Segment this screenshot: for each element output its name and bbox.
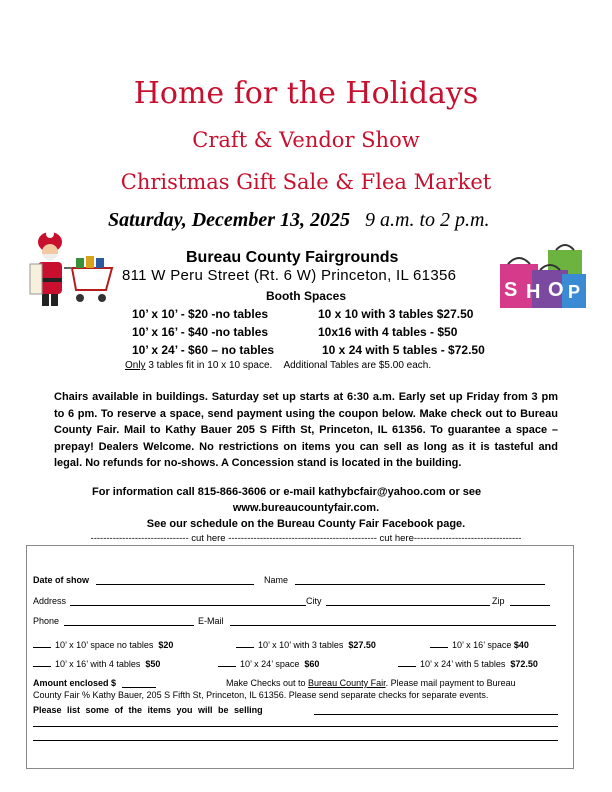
option-label: 10’ x 24’ with 5 tables: [420, 659, 506, 669]
option-label: 10’ x 16’ space: [452, 640, 512, 650]
tables-note: [125, 360, 431, 371]
note-rest: 3 tables fit in 10 x 10 space.: [145, 360, 273, 371]
option-price: $27.50: [348, 640, 376, 650]
zip-field[interactable]: [510, 596, 550, 606]
option-price: $72.50: [510, 659, 538, 669]
email-field[interactable]: [230, 616, 556, 626]
city-label: City: [306, 596, 322, 606]
address-label: Address: [33, 596, 67, 606]
address-field[interactable]: [70, 596, 306, 606]
option-blank[interactable]: [33, 639, 51, 648]
option-blank[interactable]: [33, 658, 51, 667]
option-blank[interactable]: [398, 658, 416, 667]
option-10x16-space[interactable]: [430, 639, 529, 650]
option-price: $50: [145, 659, 161, 669]
option-10x24-space[interactable]: [218, 658, 319, 669]
svg-text:S: S: [504, 279, 518, 301]
checks-post: . Please mail payment to Bureau: [385, 678, 516, 688]
email-label: E-Mail: [198, 616, 224, 626]
items-field-3[interactable]: [33, 740, 558, 741]
svg-text:P: P: [568, 282, 581, 302]
checks-payee: Bureau County Fair: [308, 678, 386, 688]
facebook-line: See our schedule on the Bureau County Fair Facebook page.: [146, 518, 466, 530]
items-field-2[interactable]: [33, 726, 558, 727]
option-price: $20: [158, 640, 174, 650]
note-only: Only: [125, 360, 146, 371]
subtitle-2: Christmas Gift Sale & Flea Market: [120, 170, 492, 194]
date-of-show-label: Date of show: [33, 575, 90, 585]
option-blank[interactable]: [218, 658, 236, 667]
phone-field[interactable]: [64, 616, 194, 626]
note-tables: Additional Tables are $5.00 each.: [283, 360, 432, 371]
mail-instructions: County Fair % Kathy Bauer, 205 S Fifth St, Princeton, IL 61356. Please send separate checks for separate events.: [33, 690, 489, 700]
booth-right-2: 10x16 with 4 tables - $50: [318, 325, 458, 339]
amount-enclosed-label: Amount enclosed $: [33, 678, 117, 688]
checks-pre: Make Checks out to: [226, 678, 309, 688]
contact-line: [92, 486, 481, 498]
booth-left-1: 10’ x 10’ - $20 -no tables: [132, 307, 269, 321]
venue-name: Bureau County Fairgrounds: [186, 249, 399, 266]
option-10x16-4-tables[interactable]: [33, 658, 160, 669]
option-label: 10’ x 10’ space no tables: [55, 640, 154, 650]
name-label: Name: [264, 575, 289, 585]
paragraph-text: Chairs available in buildings. Saturday set up starts at 6:30 a.m. Early set up Friday from 3 pm to 6 pm. To reserve a space, send payment using the coupon below. Make check out to Bureau County Fair. Mail to Kathy Bauer 205 S Fifth St, Princeton, IL 61356. To guarantee a space – prepay! Dealers Welcome. No restrictions on items you can sell as long as it is tasteful and legal.: [54, 391, 558, 470]
option-blank[interactable]: [430, 639, 448, 648]
info-pre: For information: [92, 486, 177, 498]
checks-instructions: [226, 678, 516, 688]
items-label: Please list some of the items you will be selling: [33, 705, 263, 715]
cut-line: ------------------------------- cut here ----------------------------------------------- cut here----------------------------------: [90, 533, 522, 544]
option-label: 10’ x 24’ space: [240, 659, 300, 669]
zip-label: Zip: [492, 596, 505, 606]
booth-left-3: 10’ x 24’ - $60 – no tables: [132, 343, 275, 357]
venue-address: 811 W Peru Street (Rt. 6 W) Princeton, IL 61356: [122, 267, 457, 284]
event-time: 9 a.m. to 2 p.m.: [365, 209, 490, 231]
booth-left-2: 10’ x 16’ - $40 -no tables: [132, 325, 269, 339]
option-10x10-no-tables[interactable]: [33, 639, 173, 650]
option-label: 10’ x 10’ with 3 tables: [258, 640, 344, 650]
info-paragraph: [54, 389, 558, 472]
event-date-line: [108, 209, 489, 232]
website-link[interactable]: www.bureaucountyfair.com.: [232, 502, 380, 514]
phone-label: Phone: [33, 616, 60, 626]
date-of-show-field[interactable]: [96, 575, 254, 585]
items-field-1[interactable]: [314, 705, 558, 715]
booth-right-1: 10 x 10 with 3 tables $27.50: [318, 307, 474, 321]
svg-text:H: H: [526, 281, 541, 303]
option-10x24-5-tables[interactable]: [398, 658, 538, 669]
amount-enclosed-field[interactable]: [122, 678, 156, 688]
city-field[interactable]: [326, 596, 490, 606]
info-phone: call 815-866-3606 or: [176, 486, 281, 498]
booth-heading: Booth Spaces: [265, 289, 346, 303]
option-price: $40: [513, 640, 529, 650]
option-10x10-3-tables[interactable]: [236, 639, 376, 650]
subtitle: Craft & Vendor Show: [192, 128, 420, 152]
event-date: Saturday, December 13, 2025: [108, 209, 351, 231]
svg-text:O: O: [548, 279, 564, 301]
booth-right-3: 10 x 24 with 5 tables - $72.50: [322, 343, 485, 357]
name-field[interactable]: [295, 575, 545, 585]
no-refunds: No refunds: [85, 457, 144, 470]
option-label: 10’ x 16’ with 4 tables: [55, 659, 141, 669]
option-blank[interactable]: [236, 639, 254, 648]
page-title: Home for the Holidays: [133, 76, 479, 111]
paragraph-end: for no-shows. A Concession stand is located in the building.: [143, 457, 462, 470]
option-price: $60: [304, 659, 320, 669]
info-email: e-mail kathybcfair@yahoo.com or see: [280, 486, 482, 498]
